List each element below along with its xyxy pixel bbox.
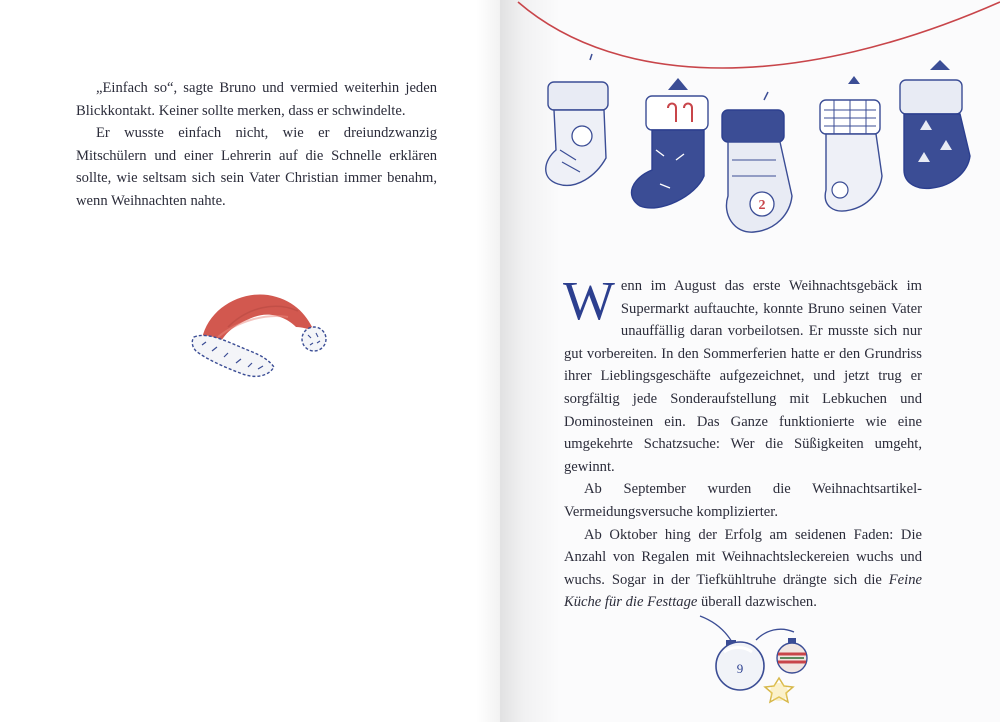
stocking-icon <box>722 92 792 232</box>
book-title-italic: Feine Küche für die Festtage <box>564 571 922 611</box>
stocking-garland-illustration <box>500 0 1000 245</box>
paragraph-text: enn im August das erste Weihnachtsgebäck im Supermarkt auftauchte, konnte Bruno seinen Vater unauffällig daran vorbeilotsen. Er musste sich nur gut vorbereiten. In den Sommerferien hatte er den Grundriss ihrer Lieblingsgeschäfte aufgezeichnet, und jetzt trug er sorgfältig jede Sonderaufstellung mit Lebkuchen und Dominosteinen ein. Das Ganze funktionierte wie eine umgekehrte Schatzsuche: Wer die Süßigkeiten umgeht, gewinnt. <box>564 278 922 475</box>
stocking-icon <box>900 60 970 188</box>
ornament-number: 9 <box>736 661 744 676</box>
paragraph: Er wusste einfach nicht, wie er dreiundzwanzig Mitschülern und einer Lehrerin auf die Schnelle erklären sollte, wie seltsam sich sein Vater Christian immer benahm, wenn Weihnachten nahte. <box>76 125 437 209</box>
stocking-icon <box>546 54 608 185</box>
paragraph: Ab September wurden die Weihnachtsartikel-Vermeidungsversuche komplizierter. <box>564 481 922 520</box>
right-page <box>500 0 1000 722</box>
drop-cap: W <box>563 270 615 331</box>
paragraph: „Einfach so“, sagte Bruno und vermied weiterhin jeden Blickkontakt. Keiner sollte merken, dass er schwindelte. <box>76 80 437 119</box>
santa-hat-illustration <box>188 287 333 379</box>
paragraph-text: Ab Oktober hing der Erfolg am seidenen Faden: Die Anzahl von Regalen mit Weihnachtsleckereien wuchs und wuchs. Sogar in der Tiefkühltruhe drängte sich die <box>564 526 922 588</box>
stocking-number: 2 <box>758 198 766 213</box>
paragraph-text: überall dazwischen. <box>697 594 817 611</box>
right-page-text <box>563 270 922 614</box>
left-page-text <box>76 77 437 213</box>
ornaments-illustration <box>696 612 822 718</box>
stocking-icon <box>631 78 708 208</box>
paragraph <box>564 524 922 614</box>
page-fold-shadow <box>476 0 500 722</box>
paragraph <box>563 270 922 478</box>
stocking-icon <box>820 76 882 211</box>
